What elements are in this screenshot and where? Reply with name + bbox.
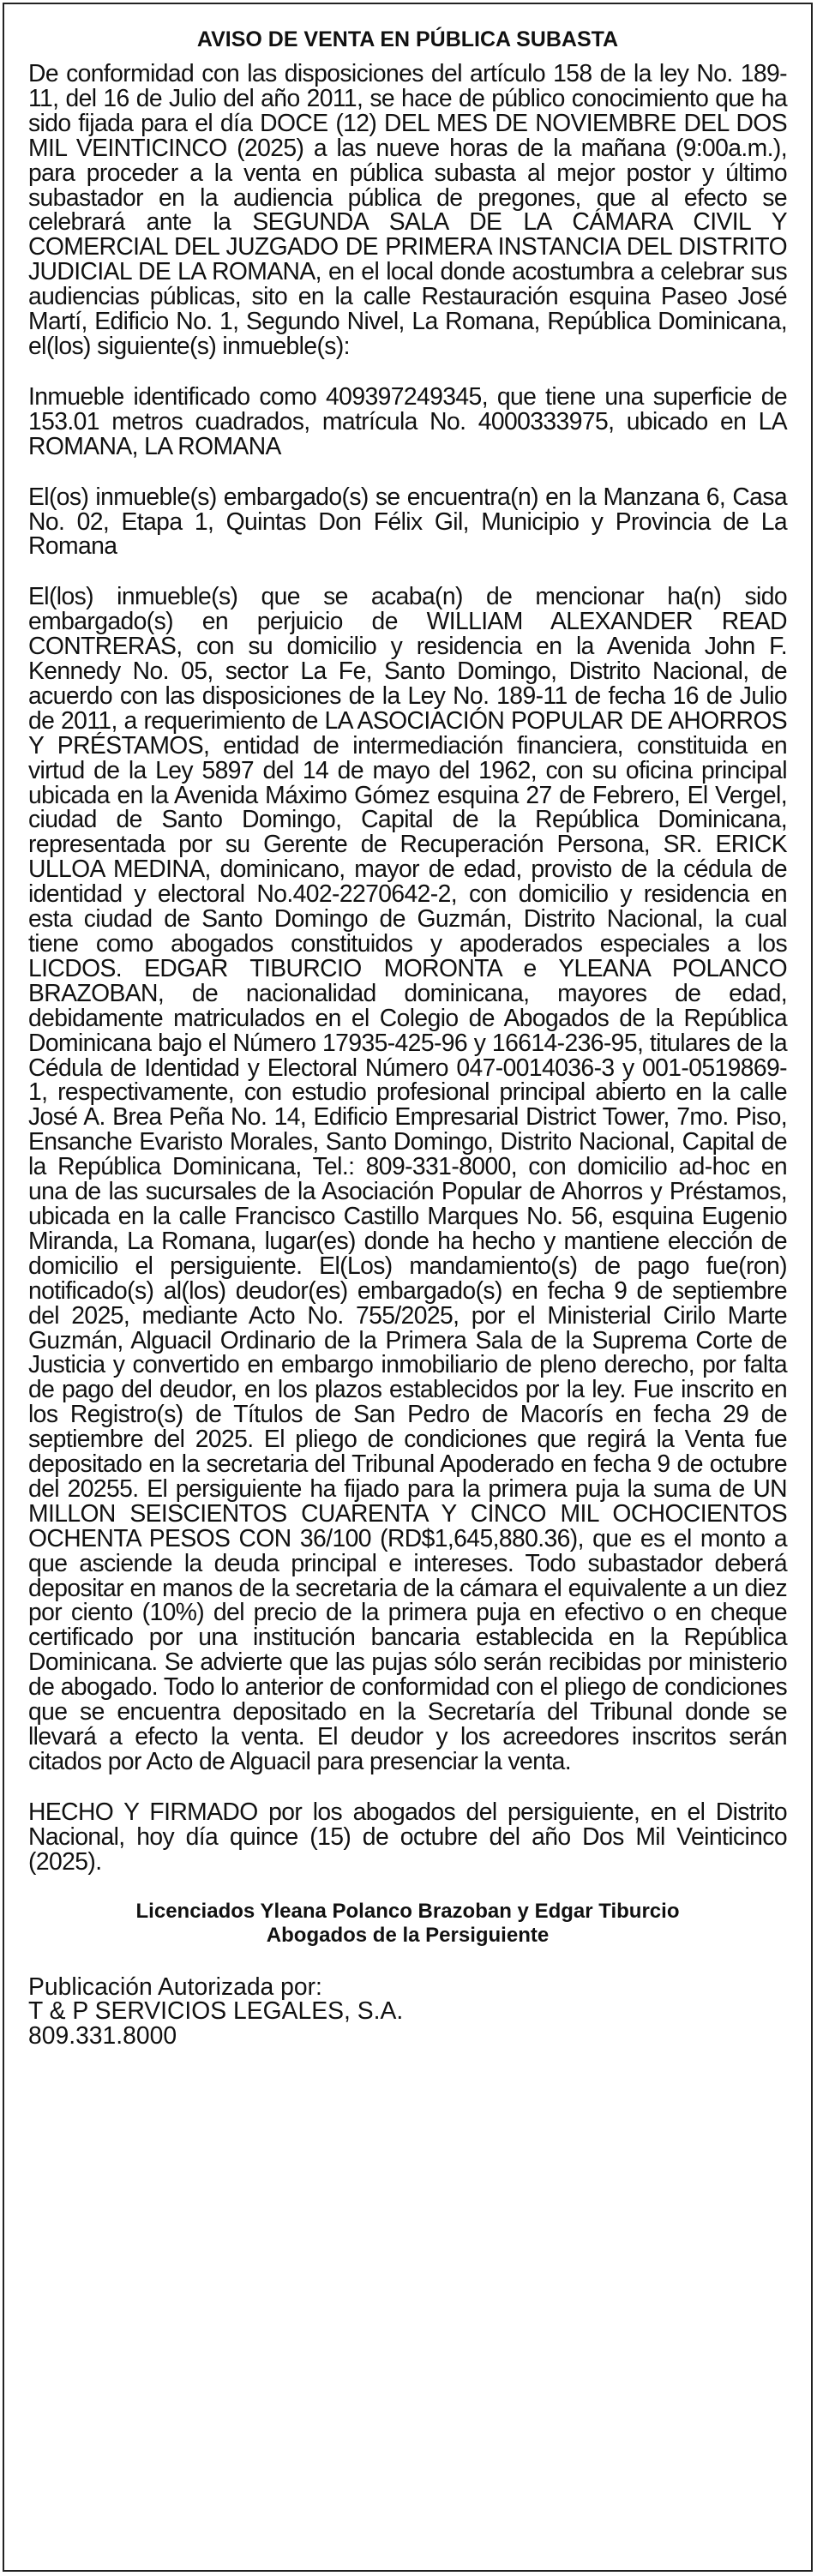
seizure-paragraph: El(los) inmueble(s) que se acaba(n) de mencionar ha(n) sido embargado(s) en perjuicio de WILLIAM ALEXANDER READ CONTRERAS, con su domicilio y residencia en la Avenida John F. Kennedy No. 05, sector La Fe, Santo Domingo, Distrito Nacional, de acuerdo con las disposiciones de la Ley No. 189-11 de fecha 16 de Julio de 2011, a requerimiento de LA ASOCIACIÓN POPULAR DE AHORROS Y PRÉSTAMOS, entidad de intermediación financiera, constituida en virtud de la Ley 5897 del 14 de mayo del 1962, con su oficina principal ubicada en la Avenida Máximo Gómez esquina 27 de Febrero, El Vergel, ciudad de Santo Domingo, Capital de la República Dominicana, representada por su Gerente de Recuperación Persona, SR. ERICK ULLOA MEDINA, dominicano, mayor de edad, provisto de la cédula de identidad y electoral No.402-2270642-2, con domicilio y residencia en esta ciudad de Santo Domingo de Guzmán, Distrito Nacional, la cual tiene como abogados constituidos y apoderados especiales a los LICDOS. EDGAR TIBURCIO MORONTA e YLEANA POLANCO BRAZOBAN, de nacionalidad dominicana, mayores de edad, debidamente matriculados en el Colegio de Abogados de la República Dominicana bajo el Número 17935-425-96 y 16614-236-95, titulares de la Cédula de Identidad y Electoral Número 047-0014036-3 y 001-0519869-1, respectivamente, con estudio profesional principal abierto en la calle José A. Brea Peña No. 14, Edificio Empresarial District Tower, 7mo. Piso, Ensanche Evaristo Morales, Santo Domingo, Distrito Nacional, Capital de la República Dominicana, Tel.: 809-331-8000, con domicilio ad-hoc en una de las sucursales de la Asociación Popular de Ahorros y Préstamos, ubicada en la calle Francisco Castillo Marques No. 56, esquina Eugenio Miranda, La Romana, lugar(es) donde ha hecho y mantiene elección de domicilio el persiguiente. El(Los) mandamiento(s) de pago fue(ron) notificado(s) al(los) deudor(es) embargado(s) en fecha 9 de septiembre del 2025, mediante Acto No. 755/2025, por el Ministerial Cirilo Marte Guzmán, Alguacil Ordinario de la Primera Sala de la Suprema Corte de Justicia y convertido en embargo inmobiliario de pleno derecho, por falta de pago del deudor, en los plazos establecidos por la ley. Fue inscrito en los Registro(s) de Títulos de San Pedro de Macorís en fecha 29 de septiembre del 2025. El pliego de condiciones que regirá la Venta fue depositado en la secretaria del Tribunal Apoderado en fecha 9 de octubre del 20255. El persiguiente ha fijado para la primera puja la suma de UN MILLON SEISCIENTOS CUARENTA Y CINCO MIL OCHOCIENTOS OCHENTA PESOS CON 36/100 (RD$1,645,880.36), que es el monto a que asciende la deuda principal e intereses. Todo subastador deberá depositar en manos de la secretaria de la cámara el equivalente a un diez por ciento (10%) del precio de la primera puja en efectivo o en cheque certificado por una institución bancaria establecida en la República Dominicana. Se advierte que las pujas sólo serán recibidas por ministerio de abogado. Todo lo anterior de conformidad con el pliego de condiciones que se encuentra depositado en la Secretaría del Tribunal donde se llevará a efecto la venta. El deudor y los acreedores inscritos serán citados por Acto de Alguacil para presenciar la venta. [28, 582, 787, 1774]
publication-label: Publicación Autorizada por: [28, 1972, 322, 2000]
publication-phone: 809.331.8000 [28, 2021, 177, 2050]
publication-info [28, 1974, 787, 2049]
signature-role: Abogados de la Persiguiente [266, 1924, 550, 1948]
location-paragraph: El(os) inmueble(s) embargado(s) se encuentra(n) en la Manzana 6, Casa No. 02, Etapa 1, Quintas Don Félix Gil, Municipio y Provincia de La Romana [28, 482, 787, 560]
publication-company: T & P SERVICIOS LEGALES, S.A. [28, 1997, 404, 2025]
property-paragraph: Inmueble identificado como 409397249345, que tiene una superficie de 153.01 metros cuadrados, matrícula No. 4000333975, ubicado en LA ROMANA, LA ROMANA [28, 381, 787, 459]
intro-paragraph: De conformidad con las disposiciones del artículo 158 de la ley No. 189-11, del 16 de Julio del año 2011, se hace de público conocimiento que ha sido fijada para el día DOCE (12) DEL MES DE NOVIEMBRE DEL DOS MIL VEINTICINCO (2025) a las nueve horas de la mañana (9:00a.m.), para proceder a la venta en pública subasta al mejor postor y último subastador en la audiencia pública de pregones, que al efecto se celebrará ante la SEGUNDA SALA DE LA CÁMARA CIVIL Y COMERCIAL DEL JUZGADO DE PRIMERA INSTANCIA DEL DISTRITO JUDICIAL DE LA ROMANA, en el local donde acostumbra a celebrar sus audiencias públicas, sito en la calle Restauración esquina Paseo José Martí, Edificio No. 1, Segundo Nivel, La Romana, República Dominicana, el(los) siguiente(s) inmueble(s): [28, 59, 787, 359]
notice-title: AVISO DE VENTA EN PÚBLICA SUBASTA [196, 27, 619, 51]
signature-names: Licenciados Yleana Polanco Brazoban y Edgar Tiburcio [135, 1899, 680, 1923]
sale-notice [3, 3, 813, 2572]
signed-paragraph: HECHO Y FIRMADO por los abogados del persiguiente, en el Distrito Nacional, hoy día quince (15) de octubre del año Dos Mil Veinticinco (2025). [28, 1797, 787, 1875]
signature-block [28, 1900, 787, 1949]
